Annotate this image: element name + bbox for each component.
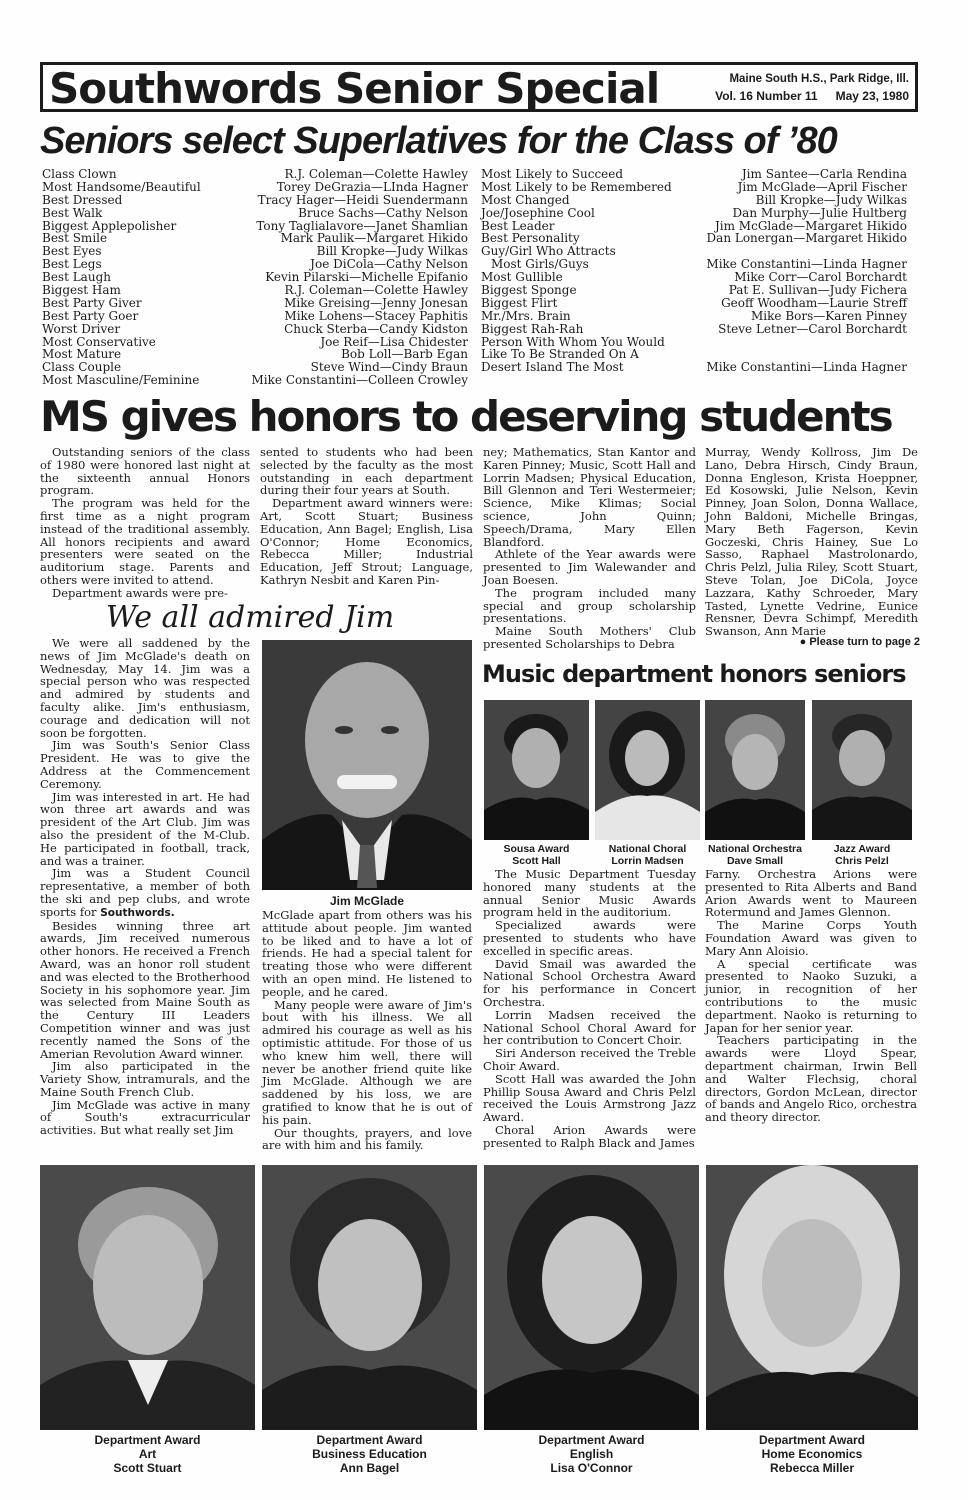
- masthead-title: Southwords Senior Special: [49, 64, 660, 113]
- category: Biggest Sponge: [481, 283, 577, 298]
- paragraph: Siri Anderson received the Treble Choir Award.: [483, 1046, 696, 1073]
- winner: Kevin Pilarski—Michelle Epifanio: [265, 270, 468, 285]
- paragraph: Jim was South's Senior Class President. He was to give the Address at the Commencement Ceremony.: [40, 738, 250, 791]
- winner: Mike Corr—Carol Borchardt: [734, 270, 907, 285]
- department-name: English: [569, 1447, 614, 1461]
- dept-caption-home-economics: [706, 1433, 918, 1475]
- music-caption-4: [812, 843, 912, 867]
- student-name: Scott Hall: [512, 855, 561, 867]
- award-name: Jazz Award: [833, 843, 891, 855]
- winner: Joe Reif—Lisa Chidester: [320, 334, 468, 349]
- paragraph: The Music Department Tuesday honored many students at the annual Senior Music Awards program held in the auditorium.: [483, 867, 696, 920]
- jim-photo-caption: Jim McGlade: [329, 894, 405, 908]
- winner: Mike Lohens—Stacey Paphitis: [284, 308, 468, 323]
- paragraph: McGlade apart from others was his attitude about people. Jim wanted to be liked and to have a lot of friends. He had a special talent for treating those who were different with an open mind. He listened to people, and he cared.: [262, 908, 472, 999]
- paragraph: The program was held for the first time as a night program instead of the traditional assembly. All honors recipients and award presenters were seated on the auditorium stage. Parents and others were invited to attend.: [40, 496, 250, 587]
- category: Like To Be Stranded On A: [481, 347, 639, 362]
- winner: Joe DiCola—Cathy Nelson: [310, 257, 468, 272]
- student-name: Rebecca Miller: [769, 1461, 855, 1475]
- music-photo-chris-pelzl: [812, 700, 912, 840]
- category: Best Walk: [42, 205, 103, 220]
- winner: R.J. Coleman—Colette Hawley: [284, 167, 468, 181]
- category: Best Smile: [42, 231, 108, 246]
- honors-headline: MS gives honors to deserving students: [40, 392, 892, 441]
- category: Most Girls/Guys: [491, 257, 589, 272]
- department-name: Art: [138, 1447, 157, 1461]
- paragraph: The program included many special and group scholarship presentations.: [483, 585, 696, 626]
- winner: Mike Constantini—Colleen Crowley: [251, 373, 468, 388]
- dept-caption-business: [262, 1433, 477, 1475]
- winner: Bruce Sachs—Cathy Nelson: [298, 205, 468, 220]
- paragraph: The Marine Corps Youth Foundation Award was given to Mary Ann Aloisio.: [705, 918, 917, 958]
- department-name: Home Economics: [761, 1447, 863, 1461]
- music-caption-1: [484, 843, 589, 867]
- paragraph: sented to students who had been selected by the faculty as the most outstanding in each department during their four years at South.: [260, 445, 473, 498]
- superlatives-left-categories: [42, 168, 257, 387]
- honors-column-1: [40, 446, 250, 600]
- category: Most Masculine/Feminine: [42, 373, 200, 388]
- music-photo-scott-hall: [484, 700, 589, 840]
- portrait-image: [812, 700, 912, 840]
- tribute-column-2: [262, 909, 472, 1152]
- paragraph-with-publication: [40, 867, 250, 919]
- winner: Jim McGlade—April Fischer: [737, 179, 907, 194]
- portrait-image: [262, 1165, 477, 1430]
- award-name: National Orchestra: [708, 843, 802, 855]
- paragraph: David Smail was awarded the National School Orchestra Award for his performance in Concert Orchestra.: [483, 956, 696, 1009]
- paragraph: We were all saddened by the news of Jim McGlade's death on Wednesday, May 14. Jim was a special person who was respected and admired by students and faculty alike. Jim's enthusiasm, courage and dedication will not soon be forgotten.: [40, 636, 250, 740]
- department-name: Business Education: [312, 1447, 427, 1461]
- paragraph: Murray, Wendy Kollross, Jim De Lano, Debra Hirsch, Cindy Braun, Donna Engleson, Krista Hoeppner, Ed Kosowski, Julie Nelson, Kevin Pinney, Joan Solon, Donna Wallace, John Baldoni, Michelle Bringas, Mary Beth Fagerson, Kevin Goczeski, Chris Hainey, Sue Lo Sasso, Raphael Mastrolonardo, Chris Pelzl, Julia Riley, Scott Stuart, Steve Tolan, Joe DiCola, Joyce Lazzara, Kathy Schroeder, Mary Tasted, Lynette Vedrine, Eunice Rensner, Devra Schimpf, Meredith Swanson, Ann Marie: [705, 445, 918, 639]
- award-name: Sousa Award: [503, 843, 570, 855]
- portrait-image: [595, 700, 700, 840]
- student-name: Chris Pelzl: [835, 855, 889, 867]
- paragraph: Department award winners were: Art, Scott Stuart; Business Education, Ann Bagel; English, Lisa O'Connor; Home Economics, Rebecca Miller; Industrial Education, Jeff Strout; Language, Kathryn Nesbit and Karen Pin-: [260, 496, 473, 587]
- category: Most Gullible: [481, 270, 563, 285]
- jim-mcglade-photo: [262, 640, 472, 890]
- winner: Bob Loll—Barb Egan: [341, 347, 468, 362]
- music-caption-2: [595, 843, 700, 867]
- category: Class Clown: [42, 167, 117, 181]
- award-name: National Choral: [608, 843, 687, 855]
- winner: Tony Taglialavore—Janet Shamlian: [256, 218, 468, 233]
- category: Best Dressed: [42, 192, 123, 207]
- winner: R.J. Coleman—Colette Hawley: [284, 283, 468, 298]
- award-label: Department Award: [538, 1433, 645, 1447]
- award-label: Department Award: [758, 1433, 866, 1447]
- paragraph: Jim was interested in art. He had won three art awards and was president of the Art Club. Jim was also the president of the M-Club. He participated in football, track, and was a trainer.: [40, 789, 250, 868]
- winner: Mike Constantini—Linda Hagner: [706, 257, 907, 272]
- paragraph: Besides winning three art awards, Jim received numerous other honors. He received a French Award, was an honor roll student and was elected to the Brotherhood Society in his sophomore year. Jim was selected from Maine South as the Century III Leaders Competition winner and was just recently named the Sons of the Amerian Revolution Award winner.: [40, 918, 250, 1061]
- student-name: Ann Bagel: [339, 1461, 400, 1475]
- winner: Jim McGlade—Margaret Hikido: [714, 218, 907, 233]
- category: Joe/Josephine Cool: [481, 205, 595, 220]
- category: Worst Driver: [42, 321, 121, 336]
- student-name: Scott Stuart: [113, 1461, 182, 1475]
- winner: Jim Santee—Carla Rendina: [741, 167, 907, 181]
- music-photo-lorrin-madsen: [595, 700, 700, 840]
- paragraph: Athlete of the Year awards were presented to Jim Walewander and Joan Boesen.: [483, 547, 696, 587]
- paragraph: Maine South Mothers' Club presented Scholarships to Debra: [483, 624, 696, 651]
- music-column-2: [705, 868, 917, 1124]
- issue-date: May 23, 1980: [835, 89, 909, 103]
- dept-photo-scott-stuart: [40, 1165, 255, 1430]
- dept-photo-rebecca-miller: [706, 1165, 918, 1430]
- music-headline: Music department honors seniors: [482, 660, 906, 688]
- music-photo-dave-small: [705, 700, 805, 840]
- honors-column-3: [483, 446, 696, 651]
- paragraph: Outstanding seniors of the class of 1980 were honored last night at the sixteenth annual Honors program.: [40, 445, 250, 498]
- paragraph: Our thoughts, prayers, and love are with him and his family.: [262, 1125, 472, 1153]
- paragraph: Lorrin Madsen received the National School Choral Award for her contribution to Concert Choir.: [483, 1007, 696, 1048]
- honors-column-2: [260, 446, 473, 587]
- portrait-image: [484, 700, 589, 840]
- category: Best Party Goer: [42, 308, 139, 323]
- paragraph: Many people were aware of Jim's bout with his illness. We all admired his courage as well as his optimistic attitude. For those of us who knew him well, there will never be another friend quite like Jim McGlade. Although we are saddened by his loss, we are gratified to know that he is out of his pain.: [262, 997, 472, 1127]
- winner: Mark Paulik—Margaret Hikido: [280, 231, 468, 246]
- dept-caption-art: [40, 1433, 255, 1475]
- superlatives-right-categories: [481, 168, 701, 374]
- category: Most Handsome/Beautiful: [42, 179, 201, 194]
- portrait-image: [484, 1165, 699, 1430]
- continued-jump-link[interactable]: ● Please turn to page 2: [799, 636, 920, 648]
- category: Best Leader: [481, 218, 555, 233]
- category: Best Laugh: [42, 270, 111, 285]
- paragraph-text: Jim was a Student Council representative, a member of both the ski and pep clubs, and wrote sports for: [40, 866, 250, 919]
- paragraph: Teachers participating in the awards were Lloyd Spear, department chairman, Irwin Bell and Walter Flechsig, choral directors, Gordon McLean, director of bands and Angelo Rico, orchestra and theory director.: [705, 1033, 917, 1125]
- category: Most Mature: [42, 347, 122, 362]
- student-name: Lorrin Madsen: [611, 855, 684, 867]
- portrait-image: [705, 700, 805, 840]
- winner: Mike Bors—Karen Pinney: [751, 308, 907, 323]
- tribute-column-1: [40, 637, 250, 1137]
- superlatives-left-winners: [250, 168, 468, 387]
- award-label: Department Award: [316, 1433, 423, 1447]
- paragraph: ney; Mathematics, Stan Kantor and Karen Pinney; Music, Scott Hall and Lorrin Madsen; Physical Education, Bill Glennon and Teri Westermeier; Science, Mike Klimas; Social science, John Quinn; Speech/Drama, Mary Ellen Blandford.: [483, 445, 696, 549]
- category: Desert Island The Most: [481, 360, 624, 375]
- category: Most Likely to Succeed: [481, 167, 624, 181]
- category: Most Changed: [481, 192, 570, 207]
- category: Class Couple: [42, 360, 122, 375]
- publication-name: Southwords.: [100, 906, 175, 919]
- paragraph: A special certificate was presented to Naoko Suzuki, a junior, in recognition of her contributions to the music department. Naoko is returning to Japan for her senior year.: [705, 956, 917, 1035]
- winner: [700, 336, 907, 349]
- category: Guy/Girl Who Attracts: [481, 244, 616, 259]
- winner: Torey DeGrazia—LInda Hagner: [276, 179, 468, 194]
- superlatives-right-winners: [700, 168, 907, 374]
- category: Most Conservative: [42, 334, 156, 349]
- category: Mr./Mrs. Brain: [481, 308, 571, 323]
- masthead-meta: [715, 71, 909, 105]
- school-line: Maine South H.S., Park Ridge, Ill.: [729, 73, 909, 85]
- paragraph: Jim McGlade was active in many of South's extracurricular activities. But what really set Jim: [40, 1097, 250, 1138]
- portrait-image: [262, 640, 472, 890]
- masthead: [40, 62, 918, 112]
- paragraph: Farny. Orchestra Arions were presented to Rita Alberts and Band Arion Awards went to Maureen Rotermund and James Glennon.: [705, 867, 917, 920]
- paragraph: Scott Hall was awarded the John Phillip Sousa Award and Chris Pelzl received the Louis Armstrong Jazz Award.: [483, 1071, 696, 1125]
- paragraph: Department awards were pre-: [52, 585, 228, 600]
- tribute-headline: We all admired Jim: [105, 600, 395, 635]
- category: Biggest Flirt: [481, 295, 558, 310]
- winner: Tracy Hager—Heidi Suendermann: [257, 192, 468, 207]
- music-caption-3: [700, 843, 810, 867]
- winner: Mike Greising—Jenny Jonesan: [284, 295, 468, 310]
- paragraph: Choral Arion Awards were presented to Ralph Black and James: [483, 1122, 696, 1150]
- superlatives-headline: Seniors select Superlatives for the Class of ’80: [40, 120, 837, 162]
- volume-line: Vol. 16 Number 11: [715, 89, 818, 103]
- student-name: Lisa O'Connor: [550, 1461, 633, 1475]
- category: Best Personality: [481, 231, 580, 246]
- winner: Dan Murphy—Julie Hultberg: [732, 205, 907, 220]
- winner: Steve Letner—Carol Borchardt: [718, 321, 907, 336]
- portrait-image: [706, 1165, 918, 1430]
- winner: Chuck Sterba—Candy Kidston: [284, 321, 468, 336]
- winner: Steve Wind—Cindy Braun: [310, 360, 468, 375]
- paragraph: Specialized awards were presented to students who have excelled in specific areas.: [483, 918, 696, 958]
- music-column-1: [483, 868, 696, 1150]
- category: Biggest Applepolisher: [42, 218, 177, 233]
- award-label: Department Award: [94, 1433, 201, 1447]
- category: Best Eyes: [42, 244, 102, 259]
- winner: Geoff Woodham—Laurie Streff: [721, 295, 907, 310]
- winner: Pat E. Sullivan—Judy Fichera: [728, 283, 907, 298]
- dept-photo-lisa-oconnor: [484, 1165, 699, 1430]
- category: Biggest Ham: [42, 283, 121, 298]
- category: Person With Whom You Would: [481, 334, 665, 349]
- category: Most Likely to be Remembered: [481, 179, 672, 194]
- category: Biggest Rah-Rah: [481, 321, 584, 336]
- student-name: Dave Small: [726, 855, 784, 867]
- dept-caption-english: [484, 1433, 699, 1475]
- winner: Dan Lonergan—Margaret Hikido: [706, 231, 907, 246]
- honors-column-4: [705, 446, 918, 638]
- category: Best Legs: [42, 257, 102, 272]
- dept-photo-ann-bagel: [262, 1165, 477, 1430]
- paragraph: Jim also participated in the Variety Show, intramurals, and the Maine South French Club.: [40, 1059, 250, 1099]
- winner: Bill Kropke—Judy Wilkas: [755, 192, 907, 207]
- winner: Bill Kropke—Judy Wilkas: [316, 244, 468, 259]
- winner: Mike Constantini—Linda Hagner: [706, 360, 907, 375]
- portrait-image: [40, 1165, 255, 1430]
- category: Best Party Giver: [42, 295, 142, 310]
